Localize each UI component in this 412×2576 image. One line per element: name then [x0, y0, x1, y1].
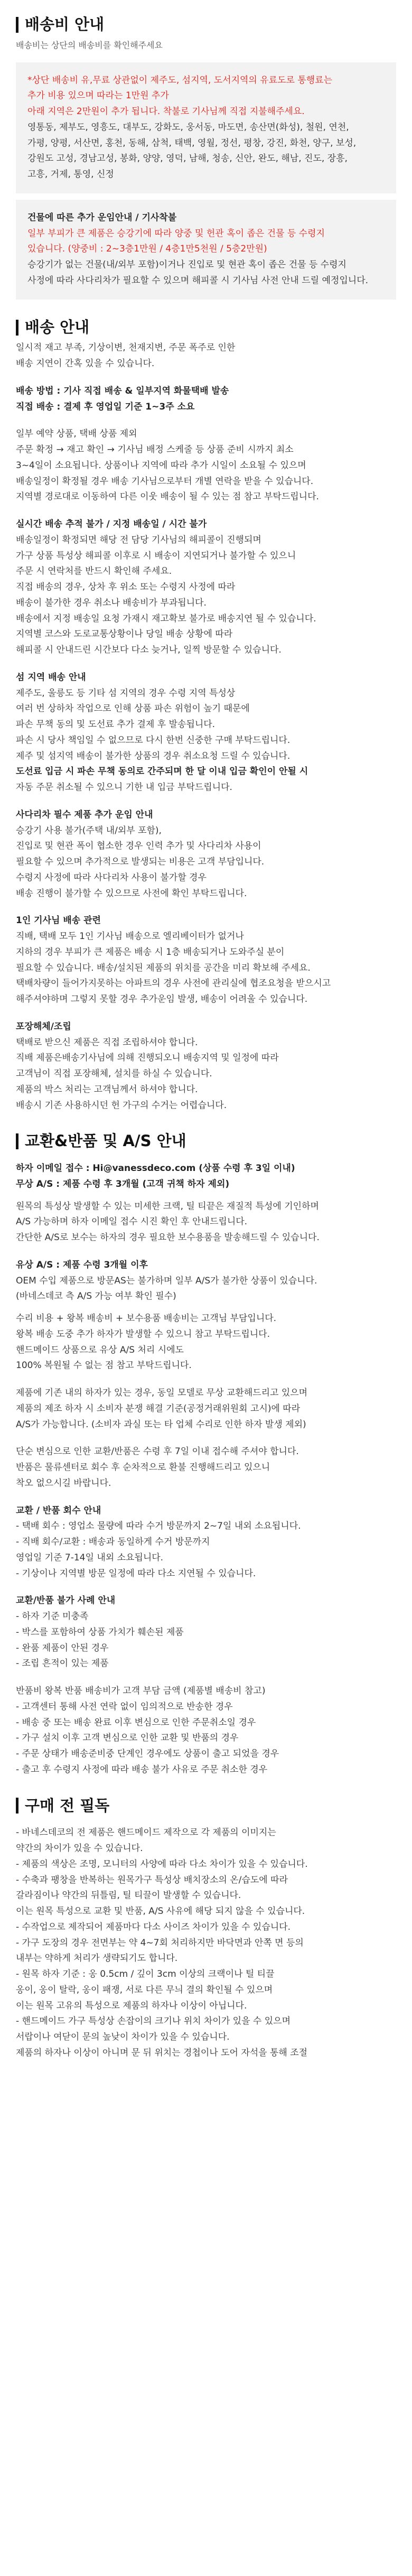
delivery-intro-2: 배송 지연이 간혹 있을 수 있습니다.: [16, 358, 155, 369]
extra-fee-line-1: *상단 배송비 유,무료 상관없이 제주도, 섬지역, 도서지역의 유료도로 통행료는: [27, 75, 333, 86]
fee-line: - 주문 상태가 배송준비중 단계인 경우에도 상품이 출고 되었을 경우: [16, 1749, 279, 1760]
solo-driver-line: 해주셔야하며 그렇지 못할 경우 추가운임 발생, 배송이 어려울 수 있습니다.: [16, 994, 308, 1005]
packing-line: 직배 제품은배송기사님에 의해 진행되오니 배송지역 및 일정에 따라: [16, 1053, 279, 1064]
return-title: 교환 / 반품 회수 안내: [16, 1505, 101, 1516]
fee-line: - 가구 설치 이후 고객 변심으로 인한 교환 및 반품의 경우: [16, 1733, 239, 1744]
solo-driver-line: 택배차량이 들어가지못하는 아파트의 경우 사전에 관리실에 협조요청을 받으시고: [16, 978, 331, 989]
purchase-notice-title: [16, 1796, 396, 1816]
fee-line: - 출고 후 수령지 사정에 따라 배송 불가 사유로 주문 취소한 경우: [16, 1764, 268, 1775]
building-fee-box: [16, 200, 396, 300]
island-line: 파손 무책 동의 및 도선료 추가 결제 후 발송됩니다.: [16, 719, 216, 730]
shipping-fee-section: [16, 15, 396, 300]
purchase-line: - 바네스데코의 전 제품은 핸드메이드 제작으로 각 제품의 이미지는: [16, 1827, 276, 1838]
packing-line: 택배로 받으신 제품은 직접 조립하셔야 합니다.: [16, 1037, 198, 1048]
exchange-title: [16, 1131, 396, 1151]
solo-driver-line: 직배, 택배 모두 1인 기사님 배송으로 엘리베이터가 없거나: [16, 931, 244, 942]
process-line: 주문 확정 → 재고 확인 → 기사님 배정 스케줄 등 상품 준비 시까지 최소: [16, 444, 294, 455]
purchase-notice-title-text: 구매 전 필독: [25, 1796, 110, 1815]
repair-line: 100% 복원될 수 없는 점 참고 부탁드립니다.: [16, 1360, 192, 1371]
cancel-line: 반품은 물류센터로 회수 후 순차적으로 환불 진행해드리고 있으니: [16, 1462, 270, 1473]
title-bar: [16, 17, 18, 33]
region-list-line-2: 가평, 양평, 서산면, 홍천, 동해, 삼척, 태백, 영월, 정선, 평창, 강진, 화천, 양구, 보성,: [27, 137, 357, 148]
solo-driver-line: 필요할 수 있습니다. 배송/설치된 제품의 위치를 공간을 미리 확보해 주세요.: [16, 962, 311, 973]
extra-region-fee-box: [16, 62, 396, 193]
ladder-line: 필요할 수 있으며 추가적으로 발생되는 비용은 고객 부담입니다.: [16, 857, 265, 868]
realtime-line: 직접 배송의 경우, 상차 후 위소 또는 수령지 사정에 따라: [16, 582, 236, 593]
purchase-line: - 수축과 팽창을 반복하는 원목가구 특성상 배치장소의 온/습도에 따라: [16, 1874, 288, 1885]
defect-line: 원목의 특성상 발생할 수 있는 미세한 크랙, 틸 티끝은 재질적 특성에 기인하며: [16, 1201, 319, 1212]
island-line: 자동 주문 취소될 수 있으니 기한 내 입금 부탁드립니다.: [16, 782, 232, 793]
delivery-title: [16, 318, 396, 338]
exchange-section: [16, 1131, 396, 1778]
defect-email: 하자 이메일 접수 : Hi@vanessdeco.com (상품 수령 후 3일 이내): [16, 1163, 295, 1174]
fee-line: - 배송 중 또는 배송 완료 이후 변심으로 인한 주문취소일 경우: [16, 1717, 256, 1728]
repair-line: 핸드메이드 상품으로 유상 A/S 처리 시에도: [16, 1344, 184, 1355]
process-line: 3~4일이 소요됩니다. 상품이나 지역에 따라 추가 시일이 소요될 수 있으며: [16, 460, 306, 471]
purchase-line: 서랍이나 여닫이 문의 높낮이 차이가 있을 수 있습니다.: [16, 2032, 230, 2042]
building-fee-title: 건물에 따른 추가 운임안내 / 기사착불: [27, 212, 177, 223]
delivery-intro-1: 일시적 재고 부족, 기상이변, 천재지변, 주문 폭주로 인한: [16, 342, 236, 354]
island-line: 제주 및 섬지역 배송이 불가한 상품의 경우 취소요청 드릴 수 있습니다.: [16, 750, 291, 761]
realtime-line: 주문 시 연락처를 반드시 확인해 주세요.: [16, 566, 172, 577]
realtime-line: 가구 상품 특성상 해피콜 이후로 시 배송이 지연되거나 불가할 수 있으니: [16, 550, 296, 561]
no-return-line: - 조립 흔적이 있는 제품: [16, 1658, 109, 1669]
paid-as-line: (바네스데코 측 A/S 가능 여부 확인 필수): [16, 1291, 176, 1302]
packing-line: 배송시 기존 사용하시던 헌 가구의 수거는 어렵습니다.: [16, 1100, 227, 1111]
solo-driver-title: 1인 기사님 배송 관련: [16, 915, 101, 926]
packing-line: 고객님이 직접 포장해체, 설치를 하실 수 있습니다.: [16, 1068, 212, 1080]
title-bar: [16, 1133, 18, 1149]
no-return-line: - 하자 기준 미충족: [16, 1611, 89, 1622]
ladder-line: 배송 진행이 불가할 수 있으므로 사전에 확인 부탁드립니다.: [16, 888, 247, 899]
island-line: 제주도, 울릉도 등 기타 섬 지역의 경우 수령 지역 특성상: [16, 687, 236, 699]
purchase-line: 옹이, 옹이 탈락, 옹이 패쟁, 서로 다른 무늬 결의 확인될 수 있으며: [16, 1984, 273, 1995]
ladder-line: 수령지 사정에 따라 사다리차 사용이 불가할 경우: [16, 872, 207, 883]
return-line: 영업일 기준 7-14일 내외 소요됩니다.: [16, 1552, 164, 1563]
process-line: 배송일정이 확정될 경우 배송 기사님으로부터 개별 연락을 받을 수 있습니다.: [16, 476, 314, 487]
purchase-line: 갈라짐이나 약간의 뒤틀림, 틸 티끌이 발생할 수 있습니다.: [16, 1890, 241, 1901]
return-line: - 직배 회수/교환 : 배송과 동일하게 수거 방문까지: [16, 1537, 210, 1548]
shipping-fee-title: [16, 15, 396, 35]
defect-line: 간단한 A/S로 보수는 하자의 경우 필요한 보수용품을 발송해드릴 수 있습니다.: [16, 1232, 320, 1243]
purchase-line: - 가구 도장의 경우 전면부는 약 4~7회 처리하지만 바닥면과 안쪽 면 등의: [16, 1937, 304, 1948]
building-fee-note-2: 사정에 따라 사다리차가 필요할 수 있으며 해피콜 시 기사님 사전 안내 드릴 예정입니다.: [27, 275, 369, 286]
region-list-line-3: 강원도 고성, 경남고성, 봉화, 양양, 영덕, 남해, 청송, 신안, 완도, 해남, 진도, 장흥,: [27, 153, 348, 164]
purchase-line: 이는 원목 고유의 특성으로 제품의 하자나 이상이 아닙니다.: [16, 2000, 247, 2011]
purchase-line: - 수작업으로 제작되어 제품마다 다소 사이즈 차이가 있을 수 있습니다.: [16, 1921, 291, 1932]
realtime-line: 배송일정이 확정되면 해당 전 담당 기사님의 해피콜이 진행되며: [16, 534, 261, 545]
no-return-title: 교환/반품 불가 사례 안내: [16, 1595, 116, 1606]
island-line-bold: 도선료 입금 시 파손 무책 동의로 간주되며 한 달 이내 입금 확인이 안될 시: [16, 766, 308, 777]
solo-driver-line: 지하의 경우 부피가 큰 제품은 배송 시 1층 배송되거나 도와주실 분이: [16, 946, 285, 957]
repair-line: 왕복 배송 도중 추가 하자가 발생할 수 있으니 참고 부탁드립니다.: [16, 1328, 270, 1340]
delivery-title-text: 배송 안내: [25, 318, 90, 336]
fee-line: - 고객센터 통해 사전 연락 없이 임의적으로 반송한 경우: [16, 1701, 233, 1712]
process-title: 일부 예약 상품, 택배 상품 제외: [16, 429, 137, 440]
region-list-line-1: 영통동, 제부도, 영흥도, 대부도, 강화도, 웅서동, 마도면, 송산면(화성), 철원, 연천,: [27, 122, 349, 133]
cancel-line: 단순 변심으로 인한 교환/반품은 수령 후 7일 이내 접수해 주셔야 합니다.: [16, 1446, 299, 1457]
ladder-title: 사다리차 필수 제품 추가 운임 안내: [16, 809, 153, 820]
delivery-period: 직접 배송 : 결제 후 영업일 기준 1~3주 소요: [16, 401, 195, 412]
law-line: 제품의 제조 하자 시 소비자 분쟁 해결 기준(공정거래위원회 고시)에 따라: [16, 1403, 301, 1414]
free-as-period: 무상 A/S : 제품 수령 후 3개월 (고객 귀책 하자 제외): [16, 1178, 230, 1189]
building-fee-red-1: 일부 부피가 큰 제품은 승강기에 따라 양중 및 헌관 혹이 좁은 건물 등 수령지: [27, 228, 325, 239]
purchase-line: 이는 원목 특성으로 교환 및 반품, A/S 사유에 해당 되지 않을 수 있습니다.: [16, 1906, 305, 1917]
ladder-line: 진입로 및 현관 폭이 협소한 경우 인력 추가 및 사다리차 사용이: [16, 841, 261, 852]
packing-title: 포장해체/조립: [16, 1021, 71, 1032]
ladder-line: 승강기 사용 불가(주택 내/외부 포함),: [16, 825, 162, 836]
law-line: 제품에 기존 내의 하자가 있는 경우, 동일 모델로 무상 교환해드리고 있으며: [16, 1388, 308, 1399]
purchase-line: - 원목 하자 기준 : 옹 0.5cm / 깊이 3cm 이상의 크랙이나 틸 티끌: [16, 1969, 275, 1979]
paid-as-period: 유상 A/S : 제품 수령 3개월 이후: [16, 1259, 148, 1270]
realtime-line: 배송이 불가한 경우 취소나 배송비가 부과됩니다.: [16, 597, 207, 608]
return-line: - 택배 회수 : 영업소 물량에 따라 수거 방문까지 2~7일 내외 소요됩니다.: [16, 1521, 301, 1532]
packing-line: 제품의 박스 처리는 고객님께서 하셔야 합니다.: [16, 1084, 198, 1095]
realtime-line: 배송에서 지정 배송일 요청 가재시 재고확보 불가로 배송지연 될 수 있습니다.: [16, 613, 316, 624]
realtime-title: 실시간 배송 추적 불가 / 지정 배송일 / 시간 불가: [16, 519, 207, 530]
defect-line: A/S 가능하며 하자 이메일 접수 시진 확인 후 안내드립니다.: [16, 1216, 248, 1227]
no-return-line: - 박스를 포함하여 상품 가치가 훼손된 제품: [16, 1626, 184, 1638]
paid-as-line: OEM 수입 제품으로 방문AS는 불가하며 일부 A/S가 불가한 상품이 있습니다.: [16, 1275, 317, 1286]
shipping-fee-title-text: 배송비 안내: [25, 15, 105, 33]
title-bar: [16, 1798, 18, 1814]
title-bar: [16, 320, 18, 336]
realtime-line: 해피콜 시 안내드린 시간보다 다소 늦거나, 일찍 방문할 수 있습니다.: [16, 645, 282, 656]
repair-line: 수리 비용 + 왕복 배송비 + 보수용품 배송비는 고객님 부담입니다.: [16, 1313, 277, 1324]
delivery-section: [16, 318, 396, 1114]
purchase-line: - 핸드메이드 가구 특성상 손잡이의 크기나 위치 차이가 있을 수 있으며: [16, 2016, 291, 2027]
region-list-line-4: 고흥, 거제, 통영, 신정: [27, 169, 114, 180]
delivery-method: 배송 방법 : 기사 직접 배송 & 일부지역 화물택배 발송: [16, 385, 229, 396]
exchange-title-text: 교환&반품 및 A/S 안내: [25, 1132, 186, 1150]
island-title: 섬 지역 배송 안내: [16, 672, 86, 683]
purchase-notice-section: [16, 1796, 396, 2061]
building-fee-red-2: 있습니다. (양중비 : 2~3층1만원 / 4층1만5천원 / 5층2만원): [27, 244, 267, 255]
island-line: 여러 번 상하차 작업으로 인해 상품 파손 위험이 높기 때문에: [16, 703, 250, 714]
extra-fee-line-2: 추가 비용 있으며 따라는 1만원 추가: [27, 90, 169, 101]
fee-line: 반품비 왕복 반품 배송비가 고객 부담 금액 (제품별 배송비 참고): [16, 1686, 266, 1697]
law-line: A/S가 가능합니다. (소비자 과실 또는 타 업체 수리로 인한 하자 발생 제외): [16, 1419, 306, 1430]
purchase-line: - 제품의 색상은 조명, 모니터의 사양에 따라 다소 차이가 있을 수 있습니다.: [16, 1858, 308, 1870]
purchase-line: 내부는 약하게 처리가 생략되기도 합니다.: [16, 1953, 178, 1964]
no-return-line: - 완품 제품이 안된 경우: [16, 1642, 109, 1653]
extra-fee-line-3: 아래 지역은 2만원이 추가 됩니다. 착불로 기사님께 직접 지불해주세요.: [27, 106, 305, 117]
purchase-line: 제품의 하자나 이상이 아니며 문 뒤 위치는 경첩이나 도어 자석을 통해 조절: [16, 2047, 308, 2058]
island-line: 파손 시 당사 책임일 수 없으므로 다시 한번 신중한 구매 부탁드립니다.: [16, 734, 291, 746]
cancel-line: 착오 없으시길 바랍니다.: [16, 1477, 111, 1489]
realtime-line: 지역별 코스와 도로교통상황이나 당일 배송 상황에 따라: [16, 629, 233, 640]
process-line: 지역별 경로대로 이동하여 다른 이웃 배송이 될 수 있는 점 참고 부탁드립니다.: [16, 491, 319, 503]
purchase-line: 약간의 차이가 있을 수 있습니다.: [16, 1843, 143, 1854]
return-line: - 기상이나 지역별 방문 일정에 따라 다소 지연될 수 있습니다.: [16, 1568, 256, 1579]
building-fee-note-1: 승강기가 없는 건물(내/외부 포함)이거나 진입로 및 현관 혹이 좁은 건물 등 수령지: [27, 259, 347, 271]
shipping-fee-subtitle: 배송비는 상단의 배송비를 확인해주세요: [16, 40, 163, 50]
